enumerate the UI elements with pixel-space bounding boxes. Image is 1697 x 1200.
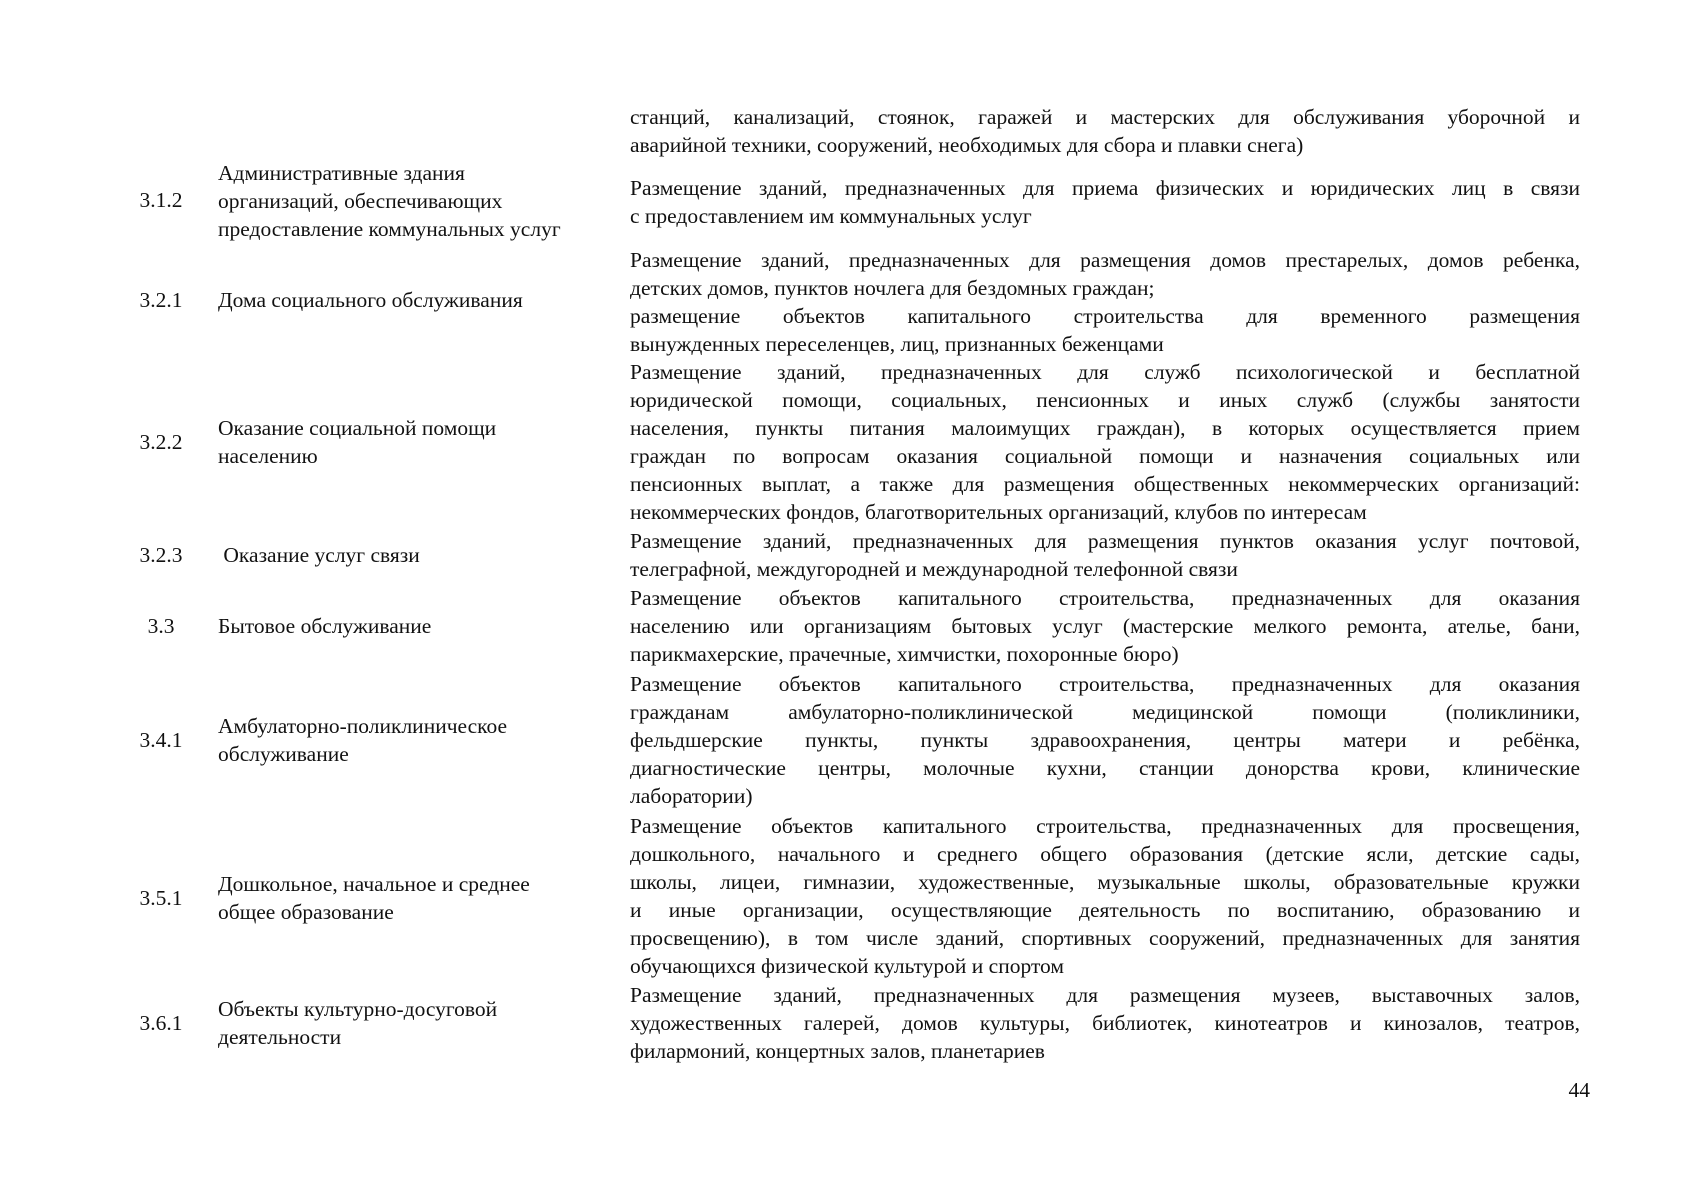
row-4-description [630, 527, 1580, 583]
description-line: обучающихся физической культурой и спортом [630, 954, 1064, 978]
row-1-code: 3.1.2 [139, 188, 183, 212]
description-line: Размещение объектов капитального строительства, предназначенных для оказания [630, 672, 1580, 696]
description-line: телеграфной, междугородней и международной телефонной связи [630, 557, 1238, 581]
description-line: фельдшерские пункты, пункты здравоохранения, центры матери и ребёнка, [630, 728, 1580, 752]
row-3-code: 3.2.2 [139, 430, 183, 454]
row-8-code: 3.6.1 [139, 1011, 183, 1035]
name-line: Оказание услуг связи [218, 543, 420, 567]
description-line: размещение объектов капитального строительства для временного размещения [630, 304, 1580, 328]
name-line: Объекты культурно-досуговой [218, 997, 498, 1021]
description-line: и иные организации, осуществляющие деятельность по воспитанию, образованию и [630, 898, 1580, 922]
description-line: дошкольного, начального и среднего общего образования (детские ясли, детские сады, [630, 842, 1580, 866]
row-4-name [218, 541, 613, 569]
description-line: граждан по вопросам оказания социальной помощи и назначения социальных или [630, 444, 1580, 468]
name-line: Амбулаторно-поликлиническое [218, 714, 508, 738]
description-line: художественных галерей, домов культуры, библиотек, кинотеатров и кинозалов, театров, [630, 1011, 1580, 1035]
row-1-name [218, 159, 613, 243]
name-line: Оказание социальной помощи [218, 416, 497, 440]
row-6-code: 3.4.1 [139, 728, 183, 752]
description-line: населения, пункты питания малоимущих граждан), в которых осуществляется прием [630, 416, 1580, 440]
row-6-name [218, 712, 613, 768]
description-line: с предоставлением им коммунальных услуг [630, 204, 1032, 228]
row-2-description [630, 246, 1580, 358]
description-line: школы, лицеи, гимназии, художественные, музыкальные школы, образовательные кружки [630, 870, 1580, 894]
row-8-name [218, 995, 613, 1051]
description-line: диагностические центры, молочные кухни, станции донорства крови, клинические [630, 756, 1580, 780]
row-3-description [630, 358, 1580, 526]
row-2-name [218, 286, 613, 314]
name-line: предоставление коммунальных услуг [218, 217, 561, 241]
description-line: населению или организациям бытовых услуг (мастерские мелкого ремонта, ателье, бани, [630, 614, 1580, 638]
description-line: детских домов, пунктов ночлега для бездомных граждан; [630, 276, 1155, 300]
description-line: вынужденных переселенцев, лиц, признанных беженцами [630, 332, 1164, 356]
name-line: Дома социального обслуживания [218, 288, 523, 312]
description-line: лаборатории) [630, 784, 753, 808]
description-line: пенсионных выплат, а также для размещения общественных некоммерческих организаций: [630, 472, 1580, 496]
description-line: юридической помощи, социальных, пенсионных и иных служб (службы занятости [630, 388, 1580, 412]
row-5-description [630, 584, 1580, 668]
description-line: Размещение зданий, предназначенных для размещения музеев, выставочных залов, [630, 983, 1580, 1007]
row-1-description [630, 174, 1580, 230]
row-7-code: 3.5.1 [139, 886, 183, 910]
row-3-name [218, 414, 613, 470]
name-line: Бытовое обслуживание [218, 614, 432, 638]
row-8-description [630, 981, 1580, 1065]
description-line: филармоний, концертных залов, планетариев [630, 1039, 1045, 1063]
name-line: населению [218, 444, 318, 468]
description-line: некоммерческих фондов, благотворительных организаций, клубов по интересам [630, 500, 1367, 524]
name-line: общее образование [218, 900, 394, 924]
page-number: 44 [1568, 1078, 1590, 1102]
description-line: Размещение зданий, предназначенных для размещения пунктов оказания услуг почтовой, [630, 529, 1580, 553]
row-7-description [630, 812, 1580, 980]
description-line: парикмахерские, прачечные, химчистки, похоронные бюро) [630, 642, 1179, 666]
description-line: Размещение зданий, предназначенных для служб психологической и бесплатной [630, 360, 1580, 384]
row-6-description [630, 670, 1580, 810]
row-2-code: 3.2.1 [139, 288, 183, 312]
description-line: просвещению), в том числе зданий, спортивных сооружений, предназначенных для занятия [630, 926, 1580, 950]
row-0-description [630, 103, 1580, 159]
name-line: организаций, обеспечивающих [218, 189, 503, 213]
name-line: обслуживание [218, 742, 349, 766]
row-5-code: 3.3 [147, 614, 175, 638]
row-5-name [218, 612, 613, 640]
description-line: Размещение объектов капитального строительства, предназначенных для просвещения, [630, 814, 1580, 838]
name-line: деятельности [218, 1025, 342, 1049]
row-7-name [218, 870, 613, 926]
description-line: Размещение объектов капитального строительства, предназначенных для оказания [630, 586, 1580, 610]
description-line: гражданам амбулаторно-поликлинической медицинской помощи (поликлиники, [630, 700, 1580, 724]
name-line: Дошкольное, начальное и среднее [218, 872, 530, 896]
description-line: Размещение зданий, предназначенных для приема физических и юридических лиц в связи [630, 176, 1580, 200]
description-line: станций, канализаций, стоянок, гаражей и мастерских для обслуживания уборочной и [630, 105, 1580, 129]
name-line: Административные здания [218, 161, 465, 185]
description-line: Размещение зданий, предназначенных для размещения домов престарелых, домов ребенка, [630, 248, 1580, 272]
description-line: аварийной техники, сооружений, необходимых для сбора и плавки снега) [630, 133, 1304, 157]
row-4-code: 3.2.3 [139, 543, 183, 567]
